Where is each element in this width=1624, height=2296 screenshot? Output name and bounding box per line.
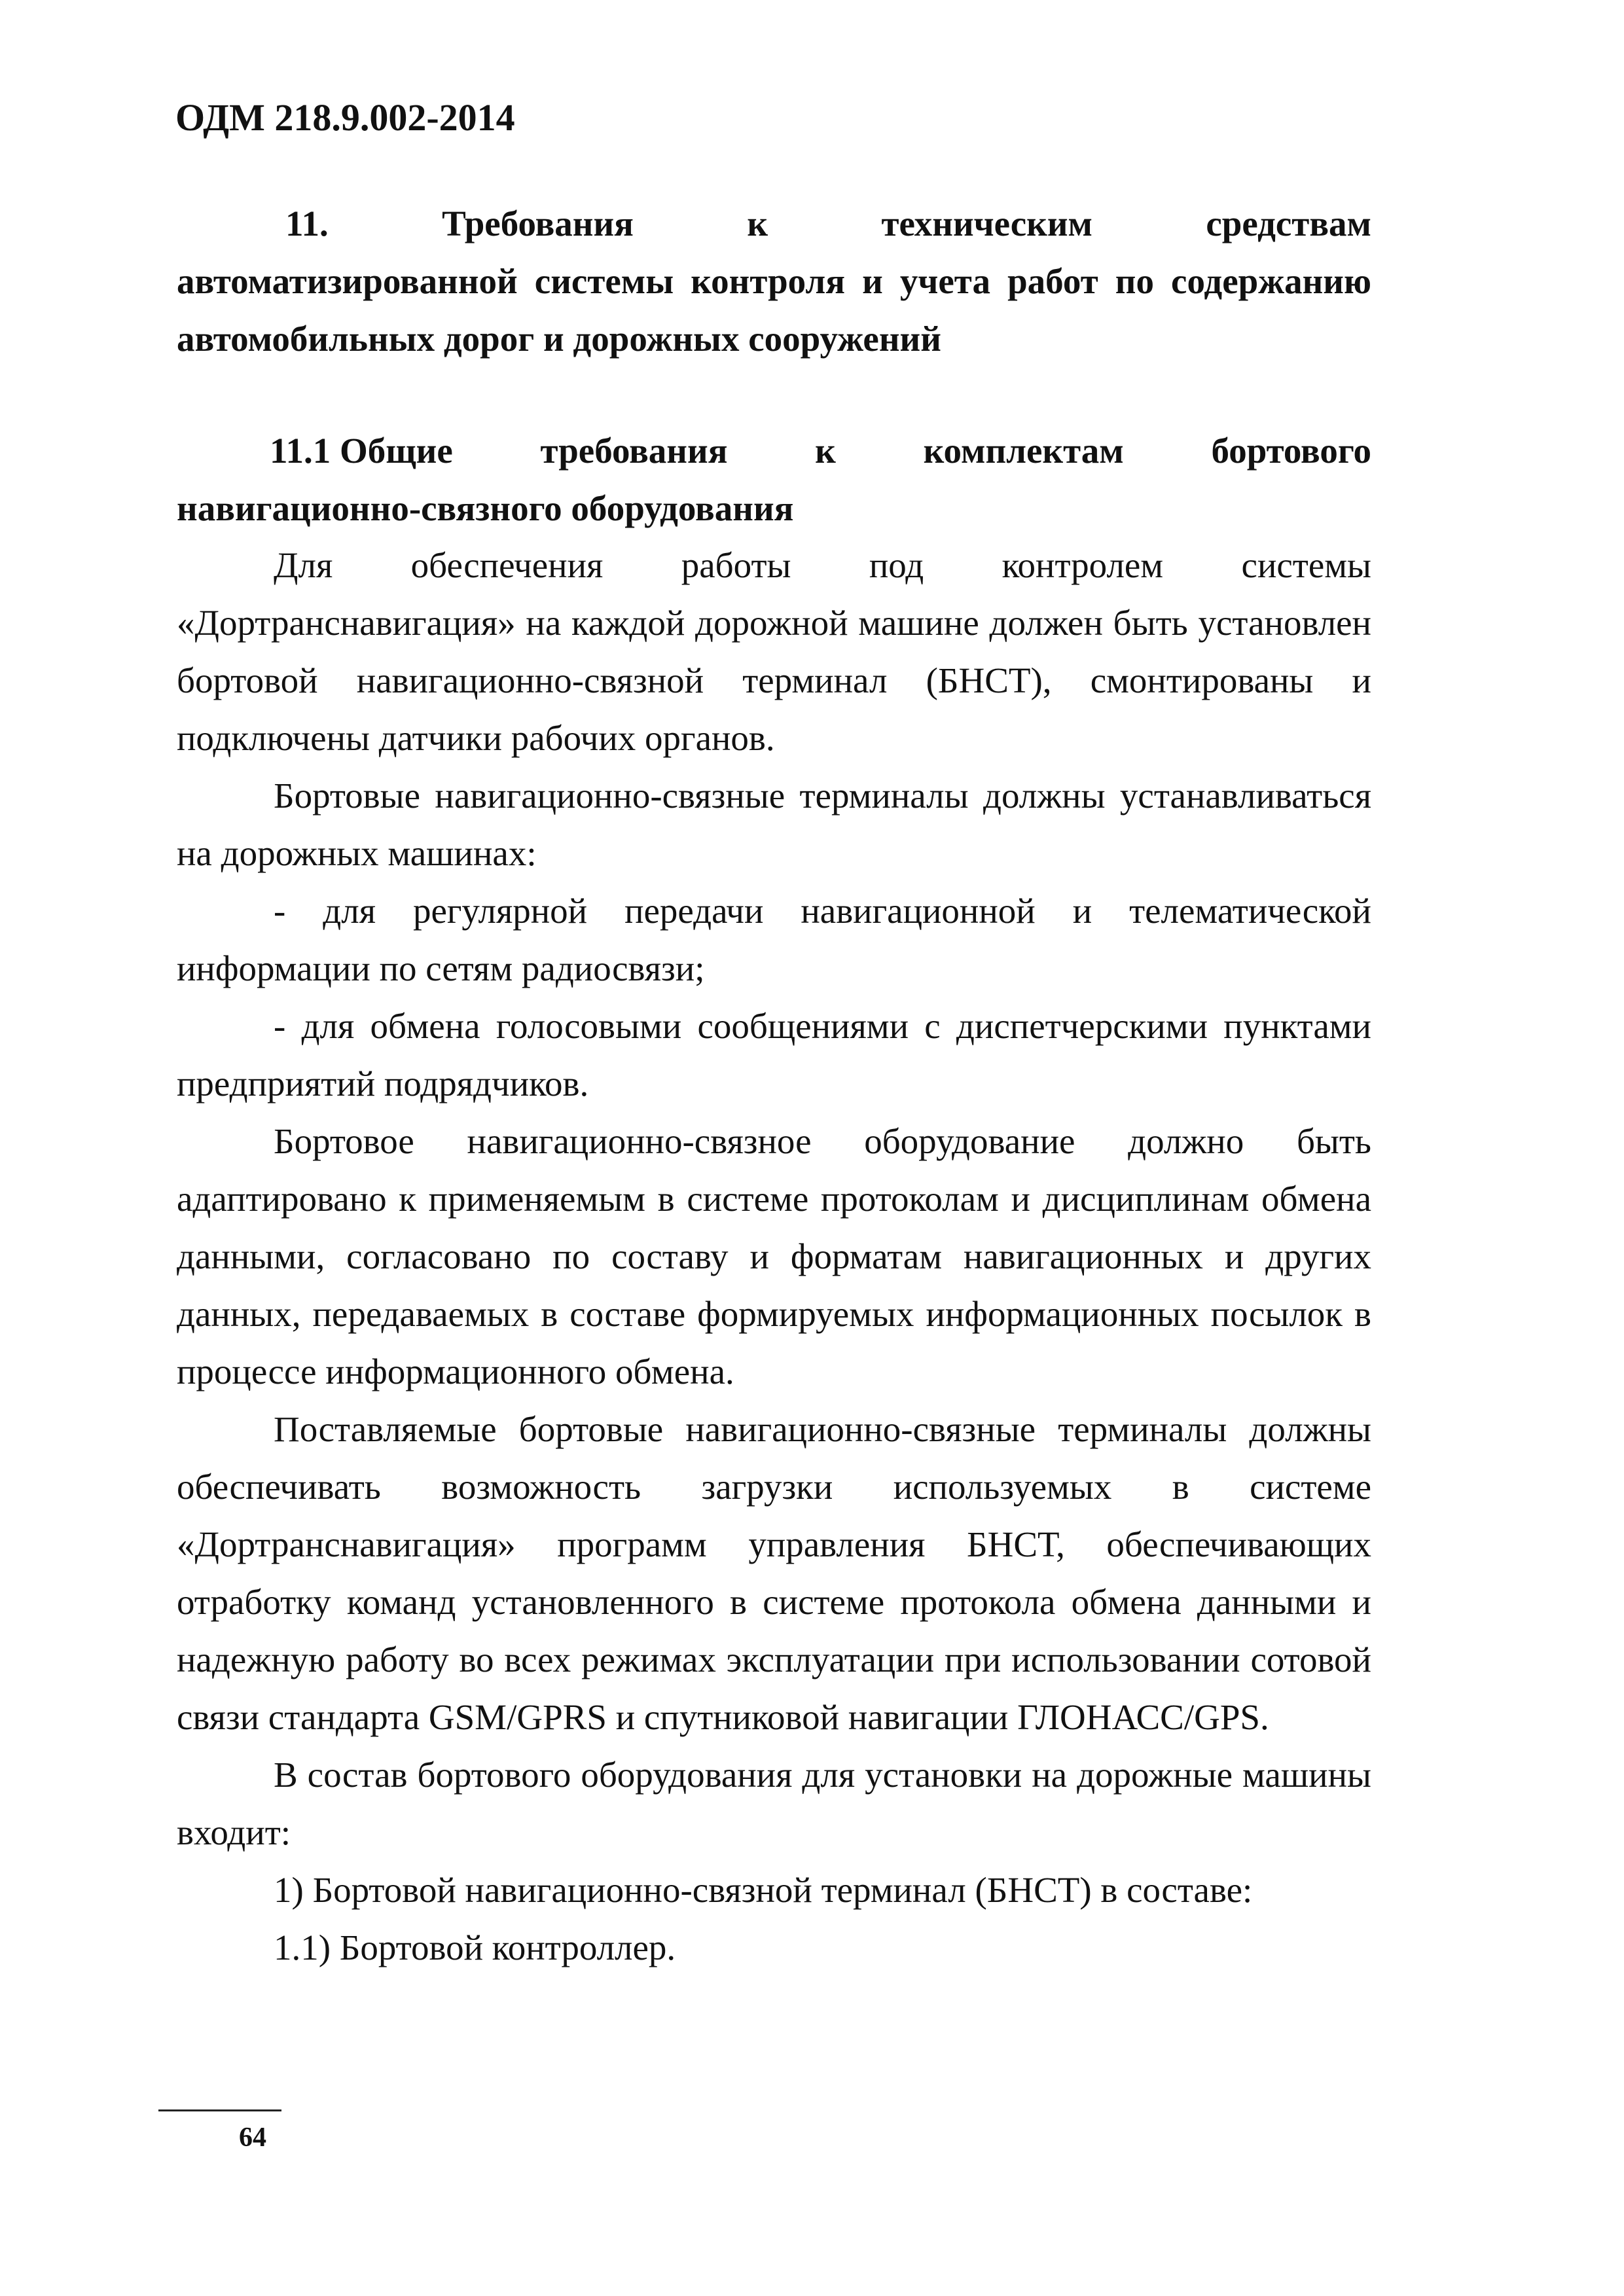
subsection-title-word-2: требования (540, 431, 728, 471)
subsection-title-line1 (177, 422, 1371, 480)
paragraph-7: В состав бортового оборудования для установки на дорожные машины входит: (177, 1755, 1371, 1852)
section-title-word-3: техническим (881, 204, 1092, 243)
section-title-line1 (177, 195, 1371, 253)
section-title-word-1: Требования (442, 204, 634, 243)
list-item-2: 1.1) Бортовой контроллер. (274, 1928, 676, 1967)
paragraph-4: - для обмена голосовыми сообщениями с диспетчерскими пунктами предприятий подрядчиков. (177, 1006, 1371, 1103)
section-title-word-2: к (747, 204, 768, 243)
section-title (177, 195, 1371, 368)
section-title-word-4: средствам (1206, 204, 1371, 243)
subsection-title-rest: навигационно-связного оборудования (177, 488, 794, 528)
paragraph-1: Для обеспечения работы под контролем системы «Дортранснавигация» на каждой дорожной машине должен быть установлен бортовой навигационно-связной терминал (БНСТ), смонтированы и подключены датчики рабочих органов. (177, 545, 1371, 758)
body-text (177, 537, 1371, 1977)
page-number: 64 (239, 2123, 266, 2153)
subsection-title-word-4: комплектам (923, 431, 1124, 471)
list-item-1: 1) Бортовой навигационно-связной терминал (БНСТ) в составе: (274, 1870, 1253, 1910)
subsection-number: 11.1 (270, 431, 331, 471)
subsection-title-word-1: Общие (339, 431, 453, 471)
paragraph-6: Поставляемые бортовые навигационно-связные терминалы должны обеспечивать возможность загрузки используемых в системе «Дортранснавигация» программ управления БНСТ, обеспечивающих отработку команд установленного в системе протокола обмена данными и надежную работу во всех режимах эксплуатации при использовании сотовой связи стандарта GSM/GPRS и спутниковой навигации ГЛОНАСС/GPS. (177, 1409, 1371, 1737)
subsection-title-word-3: к (815, 431, 836, 471)
section-number: 11. (285, 204, 329, 243)
section-heading (177, 195, 1371, 368)
subsection-title-word-5: бортового (1211, 431, 1371, 471)
paragraph-5: Бортовое навигационно-связное оборудование должно быть адаптировано к применяемым в системе протоколам и дисциплинам обмена данными, согласовано по составу и форматам навигационных и других данных, передаваемых в составе формируемых информационных посылок в процессе информационного обмена. (177, 1121, 1371, 1391)
paragraph-3: - для регулярной передачи навигационной и телематической информации по сетям радиосвязи; (177, 891, 1371, 988)
subsection-title (177, 422, 1371, 537)
paragraph-2: Бортовые навигационно-связные терминалы должны устанавливаться на дорожных машинах: (177, 776, 1371, 873)
section-title-rest: автоматизированной системы контроля и учета работ по содержанию автомобильных дорог и дорожных сооружений (177, 261, 1371, 359)
document-code: ОДМ 218.9.002-2014 (175, 96, 515, 139)
footer-rule (158, 2109, 281, 2111)
subsection-heading (177, 422, 1371, 537)
